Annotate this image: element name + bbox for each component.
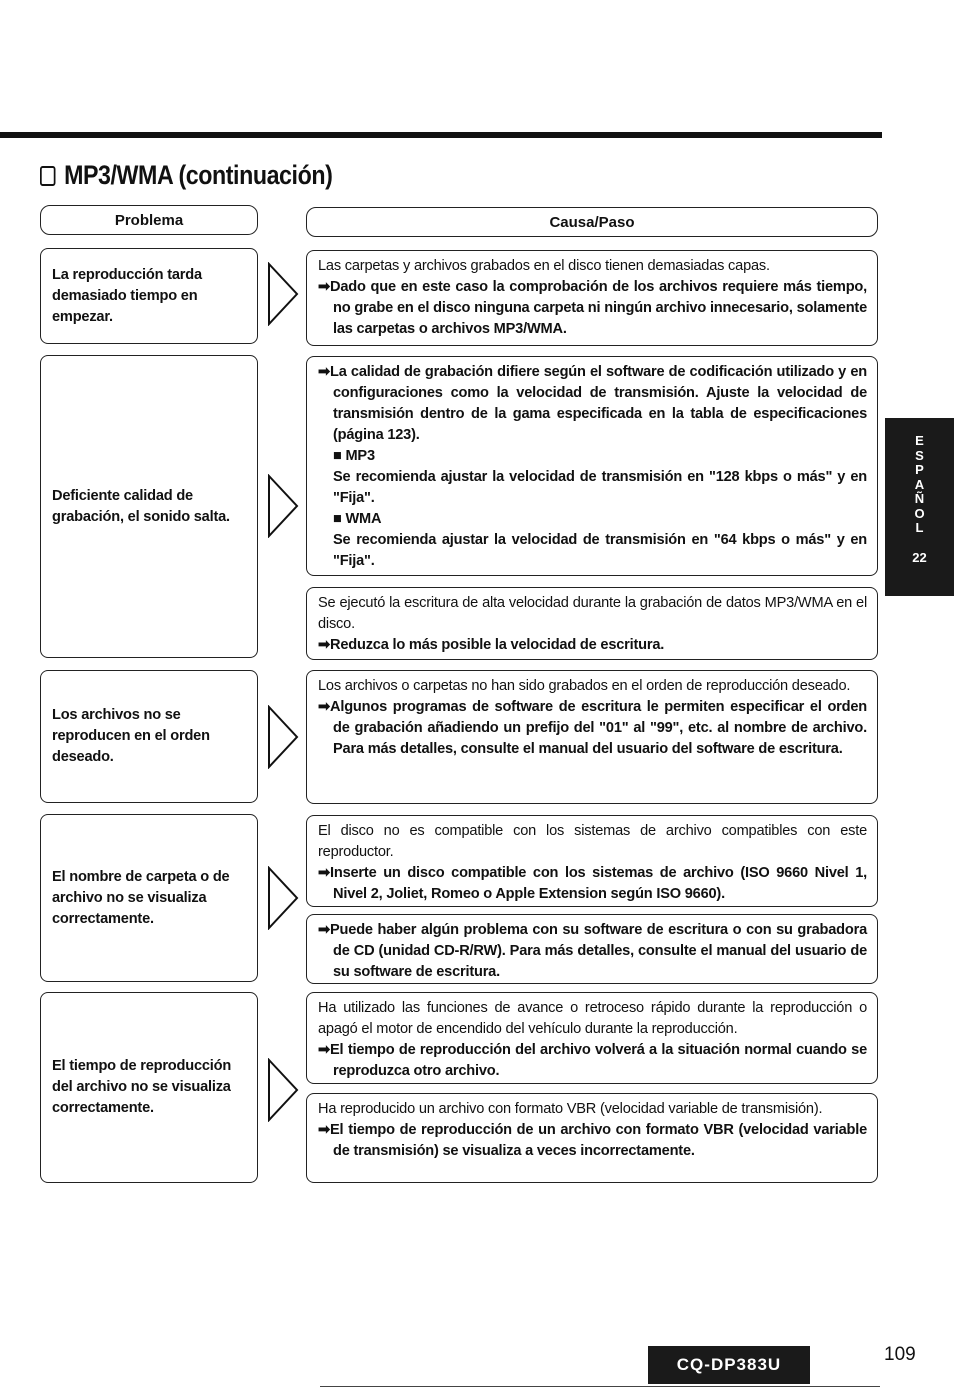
problem-line: reproducen en el orden [52, 728, 210, 744]
cause-text: Ha reproducido un archivo con formato VBR (velocidad variable de transmisión). [318, 1101, 823, 1117]
page-number: 109 [884, 1344, 916, 1365]
cause-box [306, 670, 878, 804]
problem-header: Problema [40, 205, 258, 235]
cause-text: Se recomienda ajustar la velocidad de transmisión en "64 kbps o más" y en "Fija". [333, 532, 867, 569]
cause-step: ➡Algunos programas de software de escritura le permiten especificar el orden de grabación añadiendo un prefijo del "01" al "99", etc. al nombre de archivo. Para más detalles, consulte el manual del usuario del software de escritura. [318, 699, 867, 757]
problem-line: correctamente. [52, 1100, 154, 1116]
problem-box [40, 992, 258, 1183]
cause-box [306, 250, 878, 346]
problem-box [40, 670, 258, 803]
problem-line: La reproducción tarda [52, 266, 202, 283]
cause-box [306, 914, 878, 984]
cause-step: ➡El tiempo de reproducción de un archivo con formato VBR (velocidad variable de transmisión) se visualiza a veces incorrectamente. [318, 1122, 867, 1159]
cause-step: ➡La calidad de grabación difiere según el software de codificación utilizado y en configuraciones como la velocidad de transmisión. Ajuste la velocidad de transmisión dentro de la gama especificada en la tabla de especificaciones (página 123). [318, 364, 867, 443]
problem-line: empezar. [52, 308, 113, 325]
cause-text: Los archivos o carpetas no han sido grabados en el orden de reproducción deseado. [318, 678, 851, 694]
problem-line: archivo no se visualiza [52, 889, 207, 906]
cause-header: Causa/Paso [306, 207, 878, 237]
arrow-right-icon [266, 1058, 300, 1122]
problem-box [40, 248, 258, 344]
cause-text: Se recomienda ajustar la velocidad de transmisión en "128 kbps o más" y en "Fija". [333, 469, 867, 506]
problem-line: El nombre de carpeta o de [52, 868, 230, 885]
cause-subheading-wma: ■ WMA [333, 511, 382, 527]
cause-subheading-mp3: ■ MP3 [333, 448, 375, 464]
section-title [40, 160, 332, 191]
problem-line: Los archivos no se [52, 707, 181, 723]
cause-box [306, 587, 878, 660]
cause-text: Se ejecutó la escritura de alta velocidad durante la grabación de datos MP3/WMA en el disco. [318, 595, 867, 632]
cause-step: ➡Reduzca lo más posible la velocidad de escritura. [318, 637, 665, 653]
cause-text: Las carpetas y archivos grabados en el disco tienen demasiadas capas. [318, 258, 770, 274]
bottom-rule [320, 1386, 880, 1387]
cause-step: ➡El tiempo de reproducción del archivo volverá a la situación normal cuando se reproduzca otro archivo. [318, 1042, 867, 1079]
arrow-right-icon [266, 262, 300, 326]
problem-line: demasiado tiempo en [52, 287, 198, 304]
section-number: 22 [912, 549, 927, 565]
problem-line: El tiempo de reproducción [52, 1058, 232, 1074]
cause-step: ➡Dado que en este caso la comprobación de los archivos requiere más tiempo, no grabe en el disco ninguna carpeta ni ningún archivo innecesario, solamente las carpetas o archivos MP3/WMA. [318, 279, 867, 337]
cause-box [306, 356, 878, 576]
checkbox-icon [40, 166, 55, 186]
model-badge: CQ-DP383U [648, 1346, 810, 1384]
cause-box [306, 1093, 878, 1183]
section-title-text: MP3/WMA (continuación) [64, 160, 333, 190]
arrow-right-icon [266, 474, 300, 538]
language-label: ESPAÑOL [914, 433, 925, 535]
problem-box [40, 355, 258, 658]
cause-step: ➡Puede haber algún problema con su software de escritura o con su grabadora de CD (unidad CD-R/RW). Para más detalles, consulte el manual del usuario de su software de escritura. [318, 922, 867, 980]
cause-box [306, 992, 878, 1084]
problem-line: correctamente. [52, 910, 154, 927]
problem-line: Deficiente calidad de [52, 487, 193, 504]
cause-step: ➡Inserte un disco compatible con los sistemas de archivo (ISO 9660 Nivel 1, Nivel 2, Joliet, Romeo o Apple Extension según ISO 9660). [318, 865, 867, 902]
cause-text: El disco no es compatible con los sistemas de archivo compatibles con este reproductor. [318, 823, 867, 860]
problem-line: del archivo no se visualiza [52, 1079, 231, 1095]
problem-box [40, 814, 258, 982]
cause-text: Ha utilizado las funciones de avance o retroceso rápido durante la reproducción o apagó el motor de encendido del vehículo durante la reproducción. [318, 1000, 867, 1037]
problem-line: deseado. [52, 749, 114, 765]
top-rule [0, 132, 882, 138]
cause-box [306, 815, 878, 907]
arrow-right-icon [266, 705, 300, 769]
language-side-tab [885, 418, 954, 596]
arrow-right-icon [266, 866, 300, 930]
problem-line: grabación, el sonido salta. [52, 508, 230, 525]
